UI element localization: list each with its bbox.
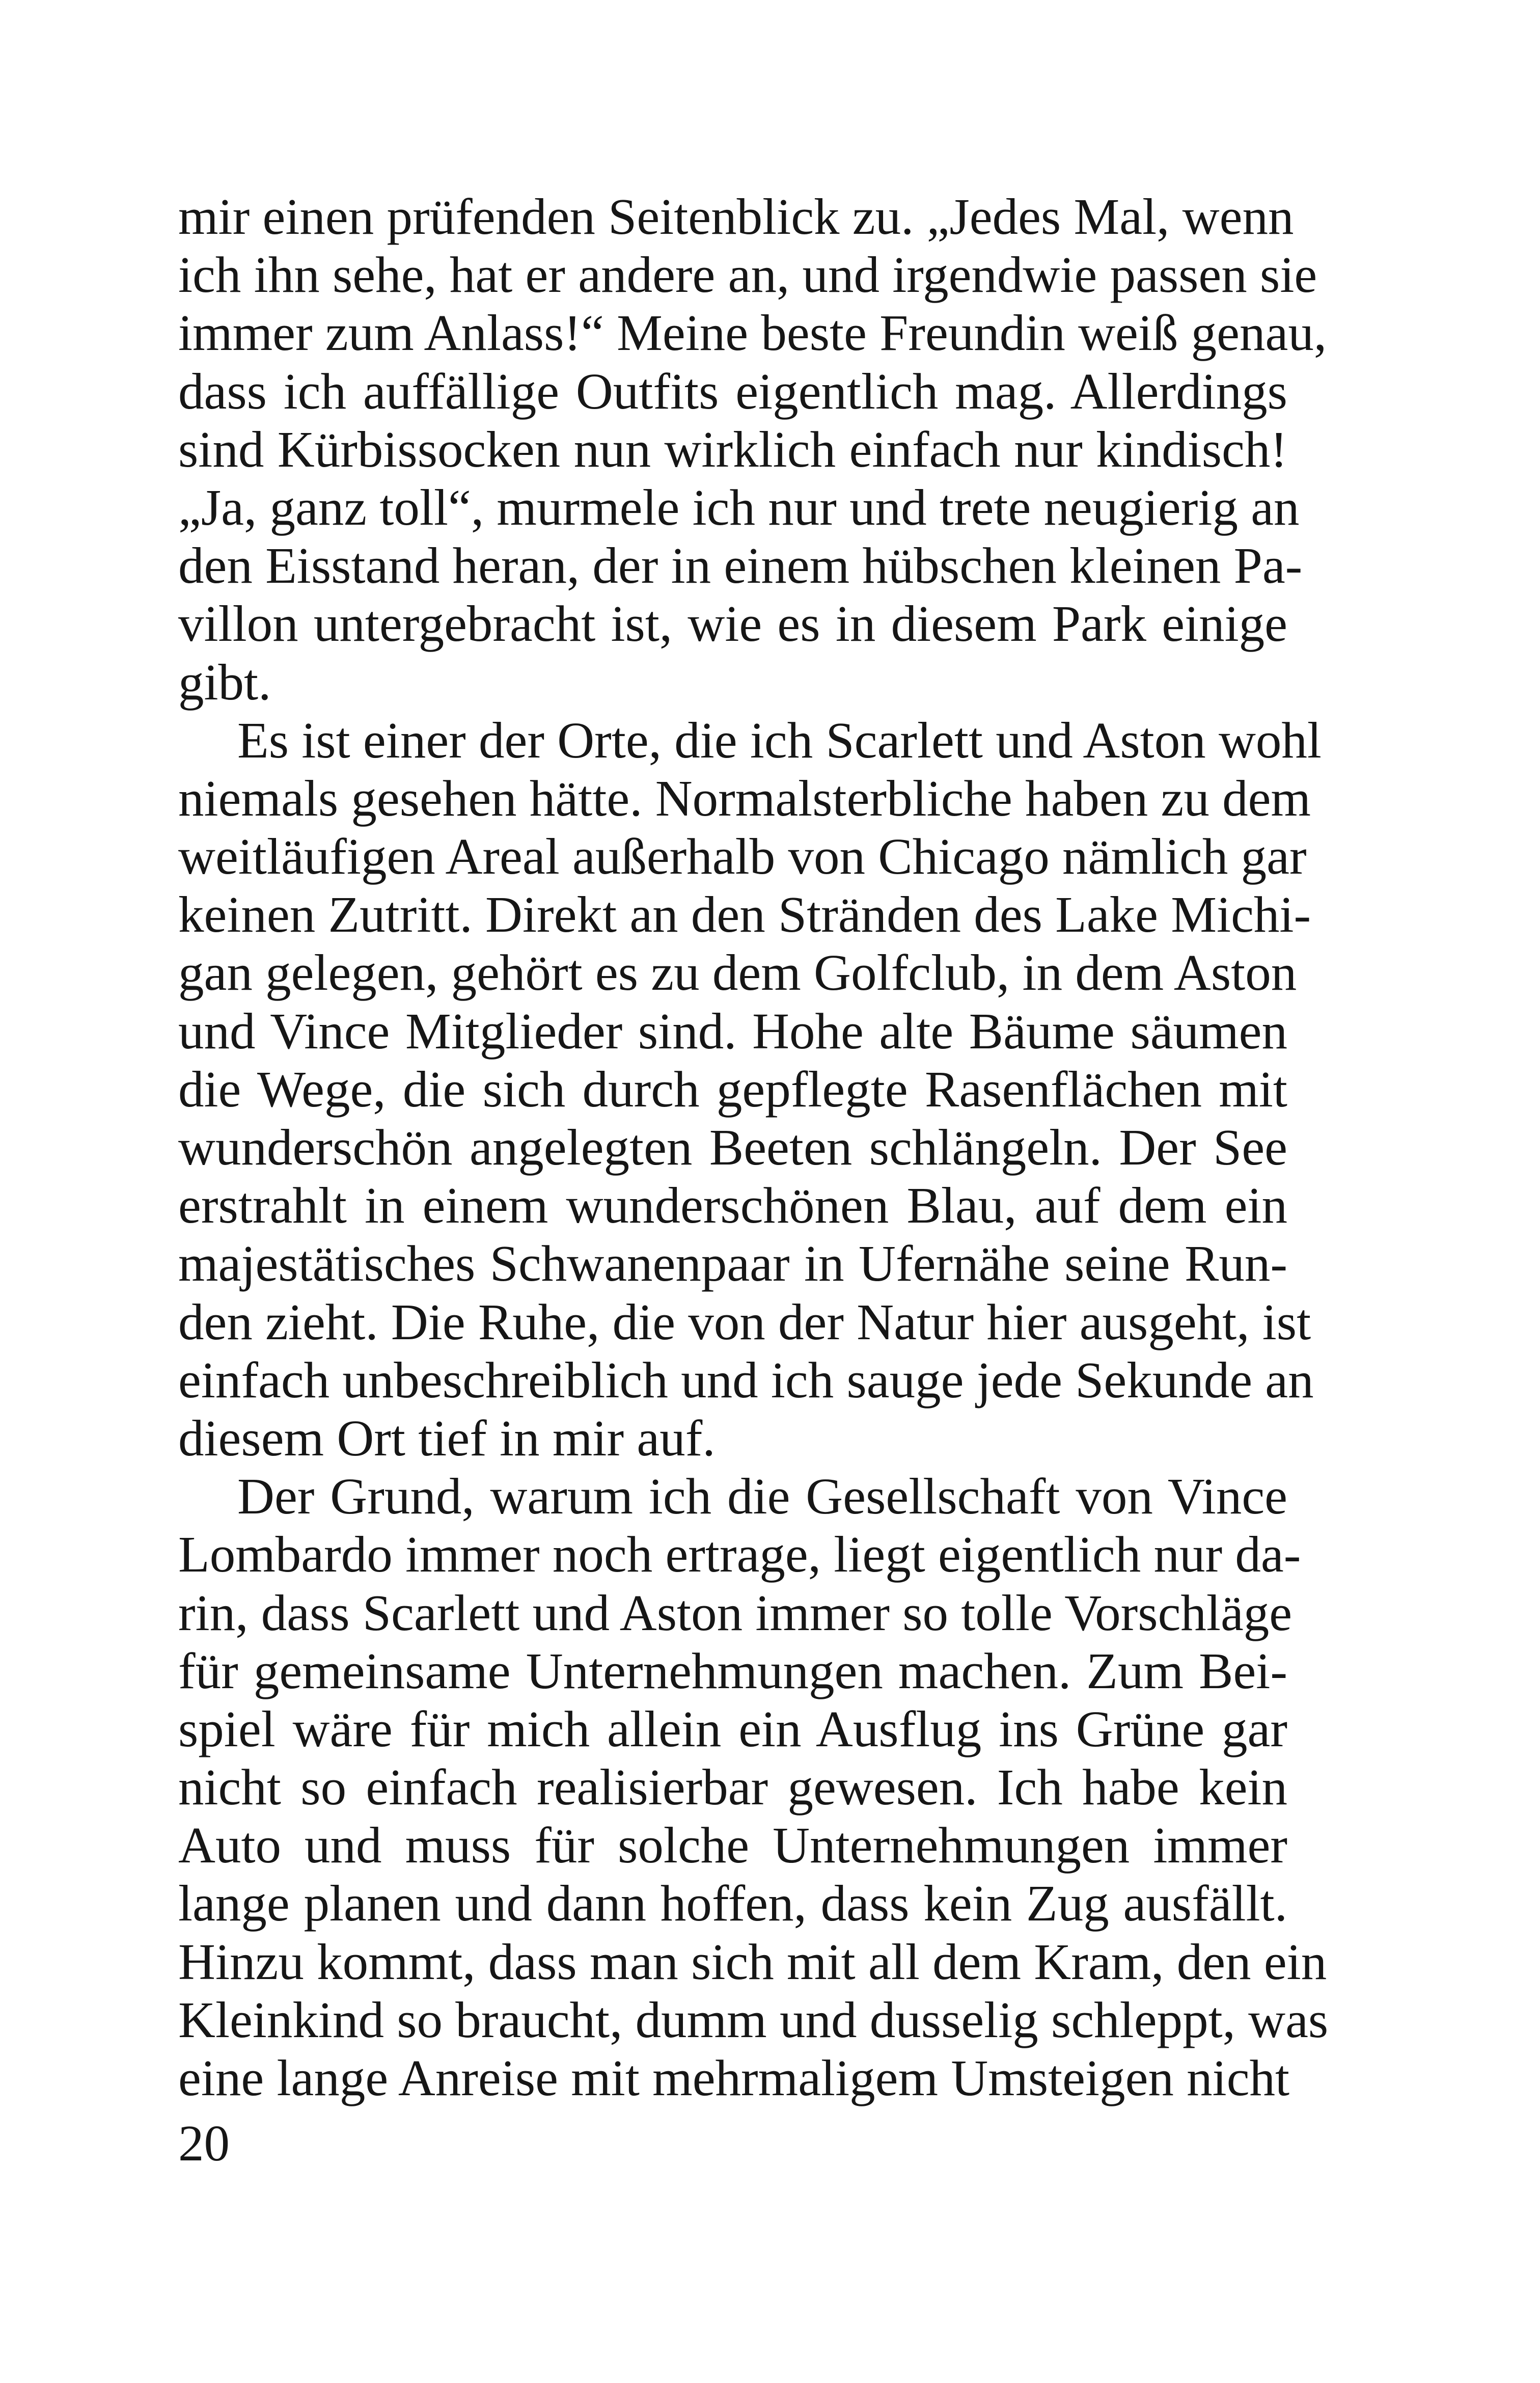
text-line: niemals gesehen hätte. Normalsterbliche haben zu dem (178, 769, 1311, 827)
text-line: einfach unbeschreiblich und ich sauge jede Sekunde an (178, 1351, 1314, 1409)
text-line: majestätisches Schwanenpaar in Ufernähe seine Run- (178, 1235, 1287, 1292)
text-line: nicht so einfach realisierbar gewesen. Ich habe kein (178, 1758, 1287, 1816)
text-line: weitläufigen Areal außerhalb von Chicago nämlich gar (178, 828, 1307, 885)
text-line: erstrahlt in einem wunderschönen Blau, auf dem ein (178, 1177, 1287, 1234)
text-line: Kleinkind so braucht, dumm und dusselig schleppt, was (178, 1991, 1329, 2048)
text-line: gibt. (178, 653, 271, 711)
text-line: dass ich auffällige Outfits eigentlich mag. Allerdings (178, 362, 1287, 420)
page-number: 20 (178, 2115, 230, 2172)
text-line: Der Grund, warum ich die Gesellschaft von Vince (237, 1468, 1287, 1525)
text-line: rin, dass Scarlett und Aston immer so tolle Vorschläge (178, 1584, 1292, 1641)
text-line: sind Kürbissocken nun wirklich einfach nur kindisch! (178, 420, 1287, 478)
text-line: immer zum Anlass!“ Meine beste Freundin weiß genau, (178, 304, 1327, 362)
text-line: gan gelegen, gehört es zu dem Golfclub, in dem Aston (178, 944, 1297, 1001)
text-line: ich ihn sehe, hat er andere an, und irgendwie passen sie (178, 246, 1317, 304)
text-line: wunderschön angelegten Beeten schlängeln. Der See (178, 1119, 1287, 1176)
text-line: diesem Ort tief in mir auf. (178, 1409, 716, 1467)
text-line: eine lange Anreise mit mehrmaligem Umsteigen nicht (178, 2049, 1290, 2106)
text-line: „Ja, ganz toll“, murmele ich nur und trete neugierig an (178, 478, 1300, 536)
text-line: den Eisstand heran, der in einem hübschen kleinen Pa- (178, 537, 1303, 594)
text-line: Es ist einer der Orte, die ich Scarlett und Aston wohl (237, 711, 1322, 769)
text-line: villon untergebracht ist, wie es in diesem Park einige (178, 595, 1287, 653)
text-line: die Wege, die sich durch gepflegte Rasenflächen mit (178, 1060, 1287, 1118)
text-line: Auto und muss für solche Unternehmungen immer (178, 1817, 1287, 1874)
text-line: den zieht. Die Ruhe, die von der Natur hier ausgeht, ist (178, 1293, 1311, 1350)
text-line: Hinzu kommt, dass man sich mit all dem Kram, den ein (178, 1933, 1327, 1990)
text-line: keinen Zutritt. Direkt an den Stränden des Lake Michi- (178, 886, 1311, 943)
text-line: lange planen und dann hoffen, dass kein Zug ausfällt. (178, 1875, 1287, 1932)
text-line: für gemeinsame Unternehmungen machen. Zum Bei- (178, 1642, 1287, 1699)
text-line: mir einen prüfenden Seitenblick zu. „Jedes Mal, wenn (178, 188, 1294, 245)
body-text (178, 187, 1329, 2107)
text-line: und Vince Mitglieder sind. Hohe alte Bäume säumen (178, 1002, 1287, 1060)
text-line: Lombardo immer noch ertrage, liegt eigentlich nur da- (178, 1526, 1301, 1583)
text-line: spiel wäre für mich allein ein Ausflug ins Grüne gar (178, 1700, 1287, 1757)
